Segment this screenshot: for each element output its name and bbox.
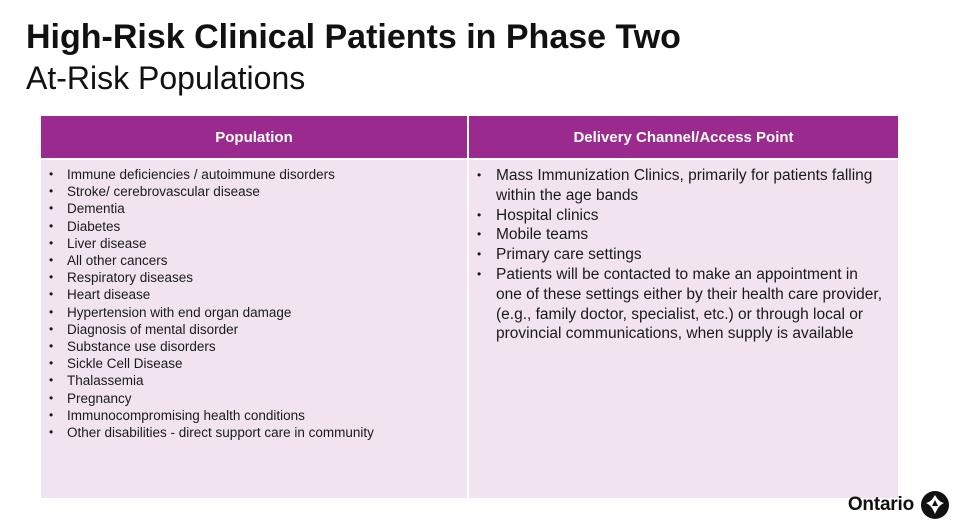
delivery-channel-item (475, 166, 886, 206)
bullet-icon: • (49, 425, 54, 440)
population-item (47, 166, 461, 183)
population-item (47, 407, 461, 424)
column-header-delivery-channel: Delivery Channel/Access Point (469, 116, 898, 158)
bullet-icon: • (49, 321, 54, 336)
population-item-text: Other disabilities - direct support care in community (67, 425, 374, 441)
populations-table (41, 116, 898, 498)
delivery-channel-item-text: Patients will be contacted to make an appointment in one of these settings either by their health care provider, (e.g., family doctor, specialist, etc.) or through local or provincial communications, when supply is available (496, 265, 883, 343)
delivery-channel-item (475, 206, 886, 226)
population-item-text: Immune deficiencies / autoimmune disorders (67, 167, 335, 182)
population-item-text: Pregnancy (67, 390, 132, 406)
population-item-text: Immunocompromising health conditions (67, 407, 305, 423)
population-item (47, 372, 461, 389)
population-item (47, 390, 461, 407)
delivery-channel-item-text: Primary care settings (496, 246, 642, 264)
slide-title: High-Risk Clinical Patients in Phase Two (26, 18, 681, 56)
bullet-icon: • (49, 167, 54, 181)
population-item-text: Heart disease (67, 287, 151, 303)
bullet-icon: • (49, 339, 54, 354)
population-item (47, 252, 461, 269)
bullet-icon: • (49, 253, 54, 268)
slide-subtitle: At-Risk Populations (26, 60, 306, 96)
population-item (47, 338, 461, 355)
population-cell (41, 158, 469, 498)
population-item-text: Thalassemia (67, 373, 144, 389)
population-item (47, 269, 461, 286)
ontario-trillium-logo-icon (920, 490, 950, 520)
bullet-icon: • (49, 373, 54, 388)
population-list (47, 166, 461, 441)
population-item (47, 218, 461, 235)
delivery-channel-item (475, 225, 886, 245)
bullet-icon: • (49, 356, 54, 371)
delivery-channel-item-text: Mass Immunization Clinics, primarily for patients falling within the age bands (496, 167, 873, 204)
population-item (47, 424, 461, 441)
population-item-text: Dementia (67, 201, 125, 217)
population-item (47, 183, 461, 200)
bullet-icon: • (49, 184, 54, 199)
bullet-icon: • (49, 390, 54, 405)
delivery-channel-item (475, 245, 886, 265)
population-item (47, 321, 461, 338)
population-item (47, 355, 461, 372)
bullet-icon: • (49, 201, 54, 216)
population-item-text: Substance use disorders (67, 339, 216, 355)
bullet-icon: • (49, 235, 54, 250)
delivery-channel-cell (469, 158, 898, 498)
population-item-text: Hypertension with end organ damage (67, 304, 292, 320)
bullet-icon: • (477, 168, 482, 182)
population-item-text: All other cancers (67, 253, 168, 269)
bullet-icon: • (49, 407, 54, 422)
population-item (47, 286, 461, 303)
population-item-text: Sickle Cell Disease (67, 356, 183, 372)
bullet-icon: • (477, 266, 482, 281)
delivery-channel-list (475, 166, 886, 344)
bullet-icon: • (49, 304, 54, 319)
population-item-text: Stroke/ cerebrovascular disease (67, 184, 260, 200)
population-item-text: Diabetes (67, 218, 121, 234)
delivery-channel-item-text: Hospital clinics (496, 206, 599, 224)
bullet-icon: • (477, 227, 482, 242)
population-item (47, 200, 461, 217)
delivery-channel-item (475, 265, 886, 344)
column-header-population: Population (41, 116, 469, 158)
population-item-text: Diagnosis of mental disorder (67, 321, 239, 337)
bullet-icon: • (49, 218, 54, 233)
ontario-logo (848, 490, 950, 520)
delivery-channel-item-text: Mobile teams (496, 226, 589, 244)
bullet-icon: • (49, 270, 54, 285)
population-item-text: Respiratory diseases (67, 270, 194, 286)
population-item (47, 235, 461, 252)
bullet-icon: • (477, 207, 482, 222)
ontario-wordmark: Ontario (847, 494, 914, 515)
bullet-icon: • (477, 247, 482, 262)
population-item-text: Liver disease (67, 235, 147, 251)
bullet-icon: • (49, 287, 54, 302)
population-item (47, 304, 461, 321)
